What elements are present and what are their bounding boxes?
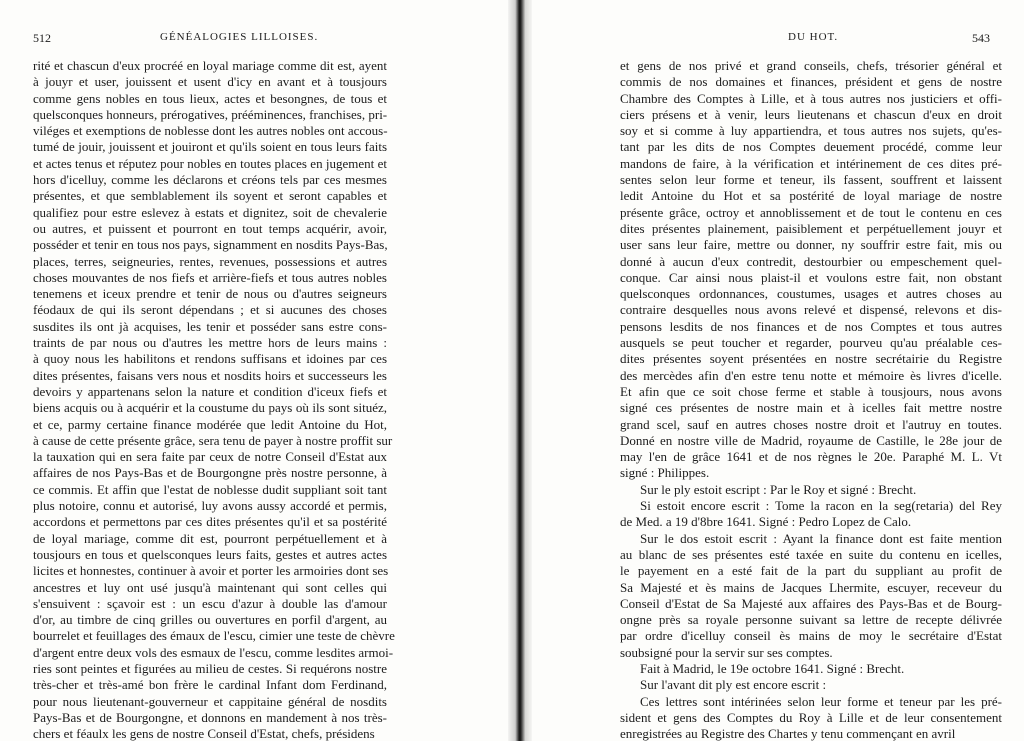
right-page <box>532 0 1024 741</box>
text-line: signé : Philippes. <box>620 465 710 481</box>
text-line: Et afin que ce soit chose ferme et stable à tousjours, nous avons <box>620 383 1002 399</box>
left-page-number: 512 <box>33 31 51 45</box>
text-line: quelsconques honneurs, prérogatives, prééminences, franchises, pri- <box>33 106 388 122</box>
text-line: viléges et exemptions de noblesse dont les autres nobles ont accous- <box>33 123 388 139</box>
text-line: hors d'icelluy, comme les déclarons et créons tels par ces mesmes <box>33 172 387 188</box>
text-line: à cause de cette présente grâce, sera tenu de payer à nostre proffit sur <box>33 432 393 448</box>
text-line: ou autres, et puissent et pourront en tout temps acquérir, avoir, <box>33 220 387 236</box>
text-line: Si estoit encore escrit : Tome la racon en la seg(retaria) del Rey <box>640 498 1002 514</box>
text-line: pour nous lieutenant-gouverneur et cappitaine général de nosdits <box>33 693 387 709</box>
text-line: présentes, et que semblablement ils soyent et seront capables et <box>33 188 387 204</box>
text-line: accordons et permettons par ces dites présentes qu'il et sa postérité <box>33 514 387 530</box>
left-body-text <box>33 58 395 741</box>
text-line: signé ces présentes de nostre main et à icelles fait mettre nostre <box>620 400 1002 416</box>
text-line: de loyal mariage, comme dit est, pourront perpétuellement et à <box>33 530 387 546</box>
text-line: dites présentes, faisans vers nous et nosdits hoirs et successeurs les <box>33 367 387 383</box>
text-line: affaires de nos Pays-Bas et de Bourgongne près nostre personne, à <box>33 465 387 481</box>
text-line: contraire desquelles nous avons relevé et dispensé, relevons et dis- <box>620 302 1002 318</box>
text-line: ongne près sa royale personne suivant sa lettre de recepte délivrée <box>620 612 1002 628</box>
text-line: Pays-Bas et de Bourgongne, et donnons en mandement à nos très- <box>33 709 387 725</box>
text-line: tant par les dits de nos Comptes deuement procédé, comme leur <box>620 139 1002 155</box>
text-line: Fait à Madrid, le 19e octobre 1641. Signé : Brecht. <box>640 660 905 676</box>
text-line: tousjours en tous et quelsconques leurs faits, gestes et autres actes <box>33 546 387 562</box>
left-running-title: GÉNÉALOGIES LILLOISES. <box>160 31 319 43</box>
text-line: soubsigné pour la servir sur ses comptes. <box>620 644 833 660</box>
text-line: traints de par nous ou d'autres les mettre hors de leurs mains : <box>33 335 387 351</box>
text-line: chers et féaulx les gens de nostre Conseil d'Estat, chefs, présidens <box>33 726 375 741</box>
right-page-number: 543 <box>972 31 990 45</box>
text-line: à jouyr et user, jouissent et usent d'icy en avant et à tousjours <box>33 74 387 90</box>
text-line: par ordre d'icelluy conseil ès mains de moy le secrétaire d'Estat <box>620 628 1002 644</box>
text-line: susdites ils ont jà acquises, les tenir et posséder sans estre cons- <box>33 318 387 334</box>
text-line: soy et si comme à luy appartiendra, et tous autres nos sujets, qu'es- <box>620 123 1002 139</box>
text-line: dites présentes soyent présentées en nostre secrétairie du Registre <box>620 351 1002 367</box>
text-line: sentes selon leur forme et teneur, ils fassent, souffrent et laissent <box>620 172 1002 188</box>
text-line: au blanc de ses présentes esté taxée en suite du contenu en icelles, <box>620 546 1002 562</box>
text-line: donné à aucun d'eux contredit, destourbier ou empeschement quel- <box>620 253 1002 269</box>
text-line: et ce, parmy certaine finance modérée que ledit Antoine du Hot, <box>33 416 387 432</box>
text-line: d'or, au timbre de cinq grilles ou ouvertures en porfil d'argent, au <box>33 612 387 628</box>
text-line: ledit Antoine du Hot et sa postérité de loyal mariage de nostre <box>620 188 1002 204</box>
text-line: Sur l'avant dit ply est encore escrit : <box>640 677 827 693</box>
text-line: pensons lesdits de nos finances et de nos Comptes et tous autres <box>620 318 1002 334</box>
text-line: le payement en a esté fait de la part du suppliant au profit de <box>620 563 1002 579</box>
text-line: bourrelet et feuillages des émaux de l'escu, cimier une teste de chèvre <box>33 628 395 644</box>
text-line: ausquels se peut toucher et regarder, pourveu qu'au préalable ces- <box>620 335 1002 351</box>
right-body-text <box>620 58 1002 741</box>
text-line: may l'en de grâce 1641 et de nos règnes le 20e. Paraphé M. L. Vt <box>620 449 1002 465</box>
text-line: qualifiez pour estre eslevez à estats et dignitez, soit de chevalerie <box>33 204 387 220</box>
text-line: ciers présens et à venir, leurs lieutenans et chascun d'eux en droit <box>620 106 1002 122</box>
text-line: licites et honnestes, continuer à avoir et porter les armoiries dont ses <box>33 563 389 579</box>
text-line: quelsconques ordonnances, coustumes, usages et autres choses au <box>620 286 1002 302</box>
text-line: et gens de nos privé et grand conseils, chefs, trésorier général et <box>620 58 1002 73</box>
text-line: ancestres et luy ont usé jusqu'à maintenant qui sont celles qui <box>33 579 387 595</box>
text-line: user sans leur faire, mettre ou donner, ny souffrir estre fait, mis ou <box>620 237 1002 253</box>
text-line: posséder et tenir en tous nos pays, signamment en nosdits Pays-Bas, <box>33 237 388 253</box>
text-line: devoirs y appartenans selon la nature et condition d'iceux fiefs et <box>33 383 387 399</box>
text-line: Sa Majesté et ès mains de Jacques Lhermite, escuyer, receveur du <box>620 579 1002 595</box>
text-line: commis de nos domaines et finances, président et gens de nostre <box>620 74 1002 90</box>
text-line: sident et gens des Comptes du Roy à Lille et de leur consentement <box>620 709 1002 725</box>
text-line: enregistrées au Registre des Chartes y tenu commençant en avril <box>620 726 956 741</box>
text-line: biens acquis ou à acquérir et la coustume du pays où ils sont situéz, <box>33 400 387 416</box>
text-line: tumé de jouir, jouissent et jouiront et qu'ils soient en tous leurs faits <box>33 139 387 155</box>
text-line: Ces lettres sont intérinées selon leur forme et teneur par les pré- <box>640 693 1002 709</box>
text-line: et actes tenus et réputez pour nobles en toutes places en jugement et <box>33 155 387 171</box>
text-line: de Med. a 19 d'8bre 1641. Signé : Pedro Lopez de Calo. <box>620 514 912 530</box>
text-line: mandons de faire, à la vérification et intérinement de ces dites pré- <box>620 155 1002 171</box>
text-line: places, terres, seigneuries, rentes, revenues, possessions et autres <box>33 253 387 269</box>
text-line: à quoy nous les habilitons et rendons suffisans et idoines par ces <box>33 351 387 367</box>
text-line: comme gens nobles en tous lieux, actes et besongnes, de tous et <box>33 90 387 106</box>
text-line: Sur le dos estoit escrit : Ayant la finance dont est faite mention <box>640 530 1002 546</box>
text-line: des mercèdes afin d'en estre tenu notte et mémoire ès livres d'icelle. <box>620 367 1002 383</box>
text-line: la tauxation qui en sera faite par ceux de notre Conseil d'Estat aux <box>33 449 387 465</box>
text-line: grand scel, sauf en autres choses nostre droit et l'autruy en toutes. <box>620 416 1002 432</box>
text-line: d'argent entre deux vols des esmaux de l'escu, comme lesdites armoi- <box>33 644 394 660</box>
text-line: dites présentes plainement, paisiblement et perpétuellement jouyr et <box>620 220 1002 236</box>
text-line: s'ensuivent : sçavoir est : un escu d'azur à double las d'amour <box>33 595 387 611</box>
text-line: ce commis. Et affin que l'estat de noblesse dudit suppliant soit tant <box>33 481 387 497</box>
text-line: choses mouvantes de nos fiefs et arrière-fiefs et tous autres nobles <box>33 269 387 285</box>
text-line: très-cher et très-amé bon frère le cardinal Infant dom Ferdinand, <box>33 677 387 693</box>
text-line: féodaux de qui ils seront dépendans ; et si aucunes des choses <box>33 302 387 318</box>
text-line: ries sont peintes et figurées au milieu de cestes. Si requérons nostre <box>33 660 387 676</box>
text-line: rité et chascun d'eux procréé en loyal mariage comme dit est, ayent <box>33 58 387 73</box>
text-line: Conseil d'Estat de Sa Majesté aux affaires des Pays-Bas et de Bourg- <box>620 595 1002 611</box>
text-line: Donné en nostre ville de Madrid, royaume de Castille, le 28e jour de <box>620 432 1002 448</box>
text-line: présente grâce, octroy et annoblissement et de tout le contenu en ces <box>620 204 1002 220</box>
book-gutter <box>508 0 532 741</box>
text-line: Sur le ply estoit escript : Par le Roy et signé : Brecht. <box>640 481 917 497</box>
text-line: plus notoire, connu et autorisé, luy avons aussy accordé et permis, <box>33 498 387 514</box>
left-page <box>0 0 508 741</box>
text-line: conque. Car ainsi nous plaist-il et voulons estre fait, non obstant <box>620 269 1002 285</box>
right-running-title: DU HOT. <box>788 31 839 43</box>
text-line: tenemens et iceux prendre et tenir de nous ou d'autres seigneurs <box>33 286 387 302</box>
text-line: Chambre des Comptes à Lille, et à tous autres nos justiciers et offi- <box>620 90 1002 106</box>
